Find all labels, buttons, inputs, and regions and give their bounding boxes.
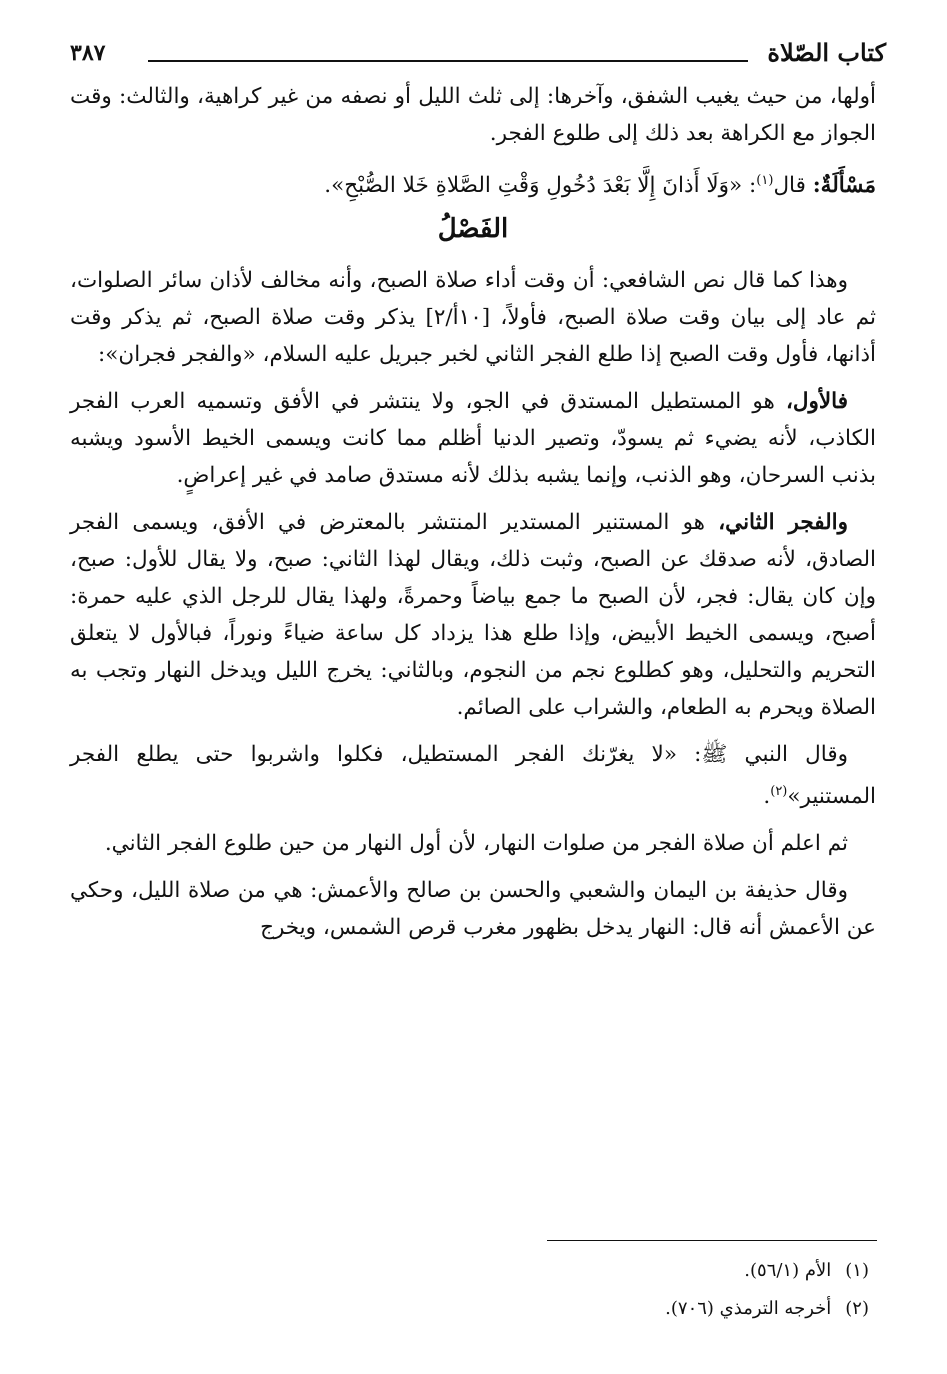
body-paragraph: وقال حذيفة بن اليمان والشعبي والحسن بن صالح والأعمش: هي من صلاة الليل، وحكي عن الأعمش أنه قال: النهار يدخل بظهور مغرب قرص الشمس، ويخرج <box>70 878 876 941</box>
paragraph-text: وهذا كما قال نص الشافعي: أن وقت أداء صلاة الصبح، وأنه مخالف لأذان سائر الصلوات، ثم عاد إلى بيان وقت صلاة الصبح، فأولاً، [١٠أ/٢] يذكر وقت صلاة الصبح، ثم يذكر وقت أذانها، فأول وقت الصبح إذا طلع الفجر الثاني لخبر جبريل عليه السلام، «والفجر فجران»: <box>70 268 877 368</box>
footnote-item <box>169 1290 869 1328</box>
paragraph-text: هو المستطيل المستدق في الجو، ولا ينتشر في الأفق وتسميه العرب الفجر الكاذب، لأنه يضيء ثم يسودّ، وتصير الدنيا أظلم مما كانت ويسمى الخيط الأسود ويشبه بذنب السرحان، وهو الذنب، وإنما يشبه بذلك لأنه مستدق صامد في غير إعراضٍ. <box>70 389 876 489</box>
paragraph-lead: والفجر الثاني، <box>718 510 848 536</box>
masala-qal: قال <box>773 173 806 199</box>
hadith-text: وقال النبي ﷺ: «لا يغرّنك الفجر المستطيل، فكلوا واشربوا حتى يطلع الفجر المستنير» <box>70 742 876 810</box>
intro-paragraph: أولها، من حيث يغيب الشفق، وآخرها: إلى ثلث الليل أو نصفه من غير كراهية، والثالث: وقت الجواز مع الكراهة بعد ذلك إلى طلوع الفجر. <box>70 84 876 146</box>
paragraph-text: هو المستنير المستدير المنتشر بالمعترض في الأفق، ويسمى الفجر الصادق، لأنه صدقك عن الصبح، وثبت ذلك، ويقال لهذا الثاني: صبح، ولا يقال للأول: صبح، وإن كان يقال: فجر، لأن الصبح ما جمع بياضاً وحمرةً، ولهذا يقال للرجل الذي عليه حمرة: أصبح، ويسمى الخيط الأبيض، وإذا طلع هذا يزداد كل ساعة ضياءً ونوراً، فبالأول لا يتعلق التحريم والتحليل، وهو كطلوع نجم من النجوم، وبالثاني: يخرج الليل ويدخل النهار وتجب به الصلاة ويحرم به الطعام، والشراب على الصائم. <box>70 510 876 721</box>
footnote-text: الأم (٥٦/١). <box>744 1260 832 1281</box>
body-paragraph <box>70 262 876 373</box>
masala-paragraph <box>70 162 876 204</box>
hadith-paragraph <box>70 736 876 815</box>
page-header <box>70 38 886 78</box>
masala-text: : «وَلَا أَذانَ إِلَّا بَعْدَ دُخُولِ وَقْتِ الصَّلاةِ خَلا الصُّبْحِ». <box>324 173 757 199</box>
running-title: كتاب الصّلاة <box>767 38 886 67</box>
footnotes <box>169 1252 869 1328</box>
footnote-item <box>169 1252 869 1290</box>
page-number: ٣٨٧ <box>70 40 106 66</box>
body-paragraph <box>70 504 876 726</box>
footnote-number: (١) <box>845 1260 869 1281</box>
page <box>70 38 886 956</box>
footnote-text: أخرجه الترمذي (٧٠٦). <box>665 1298 832 1319</box>
footnote-ref-2[interactable]: (٢) <box>770 784 788 800</box>
paragraph-lead: فالأول، <box>785 389 848 415</box>
section-heading: الفَصْلُ <box>437 214 509 245</box>
hadith-end: . <box>763 784 771 810</box>
body-paragraph <box>70 383 876 494</box>
masala-label: مَسْأَلَةٌ: <box>812 173 876 199</box>
footnote-number: (٢) <box>845 1298 869 1319</box>
footnote-rule <box>547 1240 877 1241</box>
body-paragraph: ثم اعلم أن صلاة الفجر من صلوات النهار، لأن أول النهار من حين طلوع الفجر الثاني. <box>104 831 848 857</box>
header-rule <box>148 60 748 62</box>
footnote-ref-1[interactable]: (١) <box>756 173 774 188</box>
